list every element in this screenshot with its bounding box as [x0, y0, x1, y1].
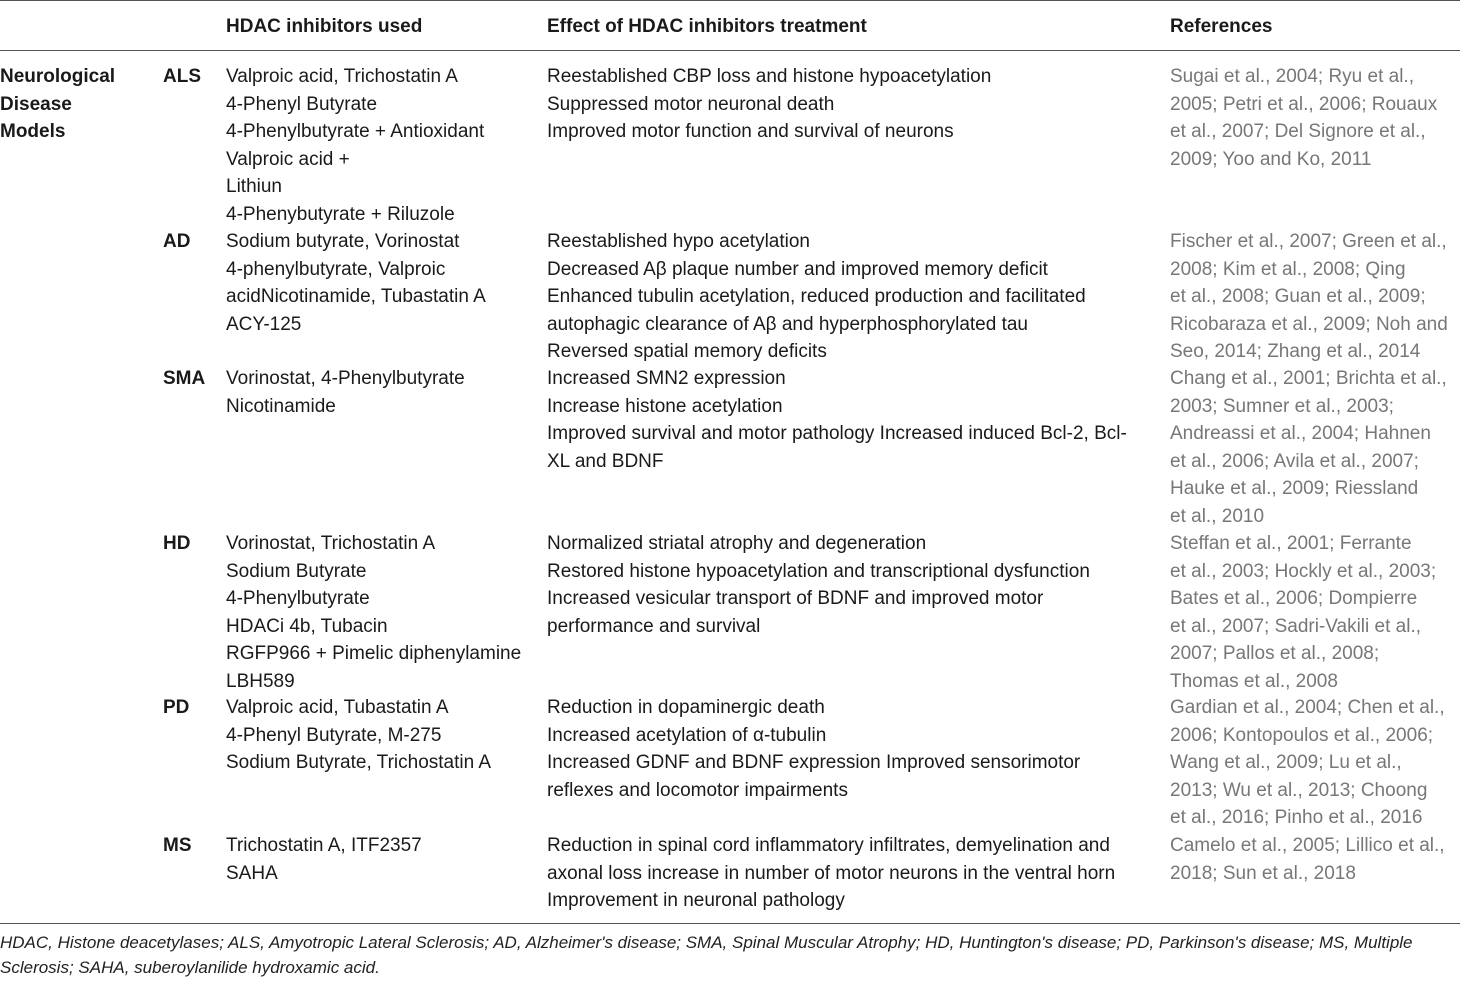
references-cell	[1170, 228, 1448, 366]
references-cell	[1170, 832, 1445, 887]
effect-line: axonal loss increase in number of motor neurons in the ventral horn	[547, 862, 1116, 884]
inhibitors-cell	[226, 832, 422, 887]
inhibitor-line: 4-Phenylbutyrate	[226, 588, 370, 609]
reference-line: et al., 2010	[1170, 505, 1265, 527]
effect-line: reflexes and locomotor impairments	[547, 779, 848, 801]
disease-label: ALS	[163, 66, 201, 87]
reference-line: 2007; Pallos et al., 2008;	[1170, 643, 1380, 664]
effect-line: Improved motor function and survival of neurons	[547, 121, 954, 142]
inhibitor-line: Valproic acid +	[226, 148, 350, 170]
header-inhibitors: HDAC inhibitors used	[226, 16, 423, 37]
reference-line: Sugai et al., 2004; Ryu et al.,	[1170, 66, 1414, 87]
reference-line: 2005; Petri et al., 2006; Rouaux	[1170, 93, 1438, 115]
reference-line: Steffan et al., 2001; Ferrante	[1170, 533, 1412, 554]
inhibitor-line: Valproic acid, Tubastatin A	[226, 697, 449, 718]
disease-label: MS	[163, 835, 192, 856]
reference-line: et al., 2006; Avila et al., 2007;	[1170, 450, 1419, 472]
reference-line: Wang et al., 2009; Lu et al.,	[1170, 752, 1402, 773]
inhibitor-line: LBH589	[226, 670, 295, 692]
header-rule	[0, 50, 1460, 51]
inhibitor-line: Sodium butyrate, Vorinostat	[226, 231, 460, 252]
category-line: Neurological	[0, 66, 116, 87]
effect-line: Improvement in neuronal pathology	[547, 890, 845, 911]
inhibitor-line: 4-Phenyl Butyrate	[226, 93, 378, 115]
reference-line: 2009; Yoo and Ko, 2011	[1170, 148, 1372, 170]
inhibitors-cell	[226, 365, 465, 420]
inhibitors-cell	[226, 694, 491, 777]
disease-label: SMA	[163, 368, 206, 389]
inhibitor-line: Vorinostat, Trichostatin A	[226, 533, 436, 554]
reference-line: 2006; Kontopoulos et al., 2006;	[1170, 724, 1434, 746]
inhibitor-line: HDACi 4b, Tubacin	[226, 615, 388, 637]
inhibitor-line: RGFP966 + Pimelic diphenylamine	[226, 643, 522, 664]
effect-line: Increased GDNF and BDNF expression Improved sensorimotor	[547, 752, 1081, 773]
references-cell	[1170, 63, 1437, 173]
table-footnote: HDAC, Histone deacetylases; ALS, Amyotropic Lateral Sclerosis; AD, Alzheimer's disease; SMA, Spinal Muscular Atrophy; HD, Huntington's disease; PD, Parkinson's disease; MS, Multiple Sclerosis; SAHA, suberoylanilide hydroxamic acid.	[0, 933, 1413, 977]
category-line: Disease	[0, 93, 72, 115]
effect-line: Decreased Aβ plaque number and improved memory deficit	[547, 258, 1048, 280]
inhibitor-line: 4-Phenyl Butyrate, M-275	[226, 724, 442, 746]
reference-line: et al., 2016; Pinho et al., 2016	[1170, 807, 1423, 828]
disease-label: PD	[163, 697, 190, 718]
effect-line: Reversed spatial memory deficits	[547, 341, 827, 362]
effect-line: autophagic clearance of Aβ and hyperphosphorylated tau	[547, 313, 1028, 335]
inhibitor-line: SAHA	[226, 862, 278, 884]
reference-line: Chang et al., 2001; Brichta et al.,	[1170, 368, 1447, 389]
header-references: References	[1170, 16, 1273, 37]
inhibitors-cell	[226, 63, 484, 228]
effect-line: Enhanced tubulin acetylation, reduced production and facilitated	[547, 286, 1086, 307]
reference-line: Ricobaraza et al., 2009; Noh and	[1170, 313, 1448, 335]
reference-line: Gardian et al., 2004; Chen et al.,	[1170, 697, 1445, 718]
effect-cell	[547, 530, 1090, 640]
effect-cell	[547, 832, 1115, 915]
bottom-rule	[0, 923, 1460, 924]
top-rule	[0, 0, 1460, 1]
reference-line: Seo, 2014; Zhang et al., 2014	[1170, 341, 1421, 362]
inhibitor-line: 4-Phenybutyrate + Riluzole	[226, 203, 455, 225]
reference-line: Camelo et al., 2005; Lillico et al.,	[1170, 835, 1445, 856]
effect-line: Reduction in spinal cord inflammatory infiltrates, demyelination and	[547, 835, 1110, 856]
effect-line: Restored histone hypoacetylation and transcriptional dysfunction	[547, 560, 1090, 582]
effect-line: Increase histone acetylation	[547, 395, 783, 417]
inhibitor-line: ACY-125	[226, 313, 302, 335]
effect-line: Reduction in dopaminergic death	[547, 697, 825, 718]
inhibitor-line: Valproic acid, Trichostatin A	[226, 66, 458, 87]
effect-line: Improved survival and motor pathology Increased induced Bcl-2, Bcl-	[547, 423, 1127, 444]
references-cell	[1170, 694, 1445, 832]
reference-line: 2003; Sumner et al., 2003;	[1170, 395, 1394, 417]
references-cell	[1170, 365, 1447, 530]
inhibitor-line: Sodium Butyrate, Trichostatin A	[226, 752, 492, 773]
reference-line: 2018; Sun et al., 2018	[1170, 862, 1356, 884]
reference-line: et al., 2007; Sadri-Vakili et al.,	[1170, 615, 1421, 637]
effect-line: Increased SMN2 expression	[547, 368, 786, 389]
effect-cell	[547, 365, 1127, 475]
inhibitor-line: Sodium Butyrate	[226, 560, 367, 582]
inhibitor-line: 4-phenylbutyrate, Valproic	[226, 258, 446, 280]
inhibitor-line: Nicotinamide	[226, 395, 336, 417]
effect-line: Suppressed motor neuronal death	[547, 93, 835, 115]
disease-label: HD	[163, 533, 191, 554]
effect-line: Reestablished hypo acetylation	[547, 231, 811, 252]
reference-line: et al., 2008; Guan et al., 2009;	[1170, 286, 1426, 307]
inhibitor-line: Trichostatin A, ITF2357	[226, 835, 422, 856]
effect-line: Increased vesicular transport of BDNF and improved motor	[547, 588, 1044, 609]
reference-line: et al., 2007; Del Signore et al.,	[1170, 121, 1426, 142]
reference-line: Bates et al., 2006; Dompierre	[1170, 588, 1418, 609]
effect-line: Increased acetylation of α-tubulin	[547, 724, 827, 746]
effect-cell	[547, 228, 1086, 366]
reference-line: Fischer et al., 2007; Green et al.,	[1170, 231, 1447, 252]
reference-line: 2008; Kim et al., 2008; Qing	[1170, 258, 1406, 280]
inhibitors-cell	[226, 228, 486, 338]
reference-line: Thomas et al., 2008	[1170, 670, 1338, 692]
effect-line: Reestablished CBP loss and histone hypoacetylation	[547, 66, 992, 87]
reference-line: Hauke et al., 2009; Riessland	[1170, 478, 1419, 499]
inhibitor-line: acidNicotinamide, Tubastatin A	[226, 286, 486, 307]
effect-cell	[547, 694, 1080, 804]
category-label	[0, 63, 160, 146]
reference-line: et al., 2003; Hockly et al., 2003;	[1170, 560, 1437, 582]
effect-cell	[547, 63, 991, 146]
reference-line: Andreassi et al., 2004; Hahnen	[1170, 423, 1431, 444]
inhibitor-line: Vorinostat, 4-Phenylbutyrate	[226, 368, 465, 389]
effect-line: performance and survival	[547, 615, 761, 637]
effect-line: XL and BDNF	[547, 450, 664, 472]
effect-line: Normalized striatal atrophy and degeneration	[547, 533, 927, 554]
inhibitor-line: 4-Phenylbutyrate + Antioxidant	[226, 121, 485, 142]
inhibitor-line: Lithiun	[226, 176, 282, 197]
disease-label: AD	[163, 231, 191, 252]
category-line: Models	[0, 121, 66, 142]
inhibitors-cell	[226, 530, 521, 695]
references-cell	[1170, 530, 1436, 695]
reference-line: 2013; Wu et al., 2013; Choong	[1170, 779, 1428, 801]
header-effect: Effect of HDAC inhibitors treatment	[547, 16, 867, 37]
